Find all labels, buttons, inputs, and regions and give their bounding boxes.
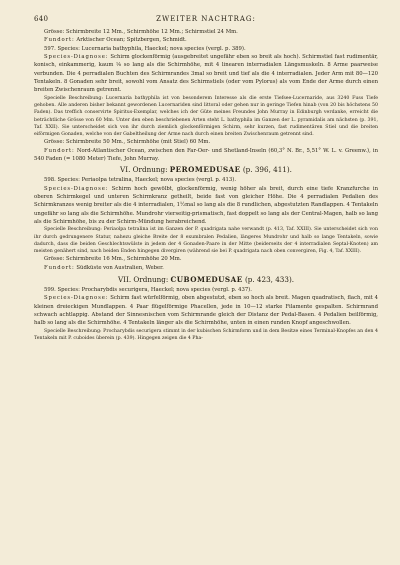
paragraph [34,147,378,164]
paragraph-lead: Species-Diagnose: [44,185,109,192]
paragraph-text: 598. Species: Periaolpa tetralina, Haeckel; nova species (vergl. p. 413). [44,177,237,184]
paragraph-text: Grösse: Schirmbreite 16 Mm., Schirmhöhe 20 Mm. [44,256,182,263]
paragraph-text: Schirm hoch gewölbt, glockenförmig, wenig höher als breit, durch eine tiefe Kranzfurche in oberen Schirmkegel und unteren Schirmkranz getheilt, beide fast von gleicher Höhe. Die 4 perradialen Pedalien des Schirmkranzes wenig breiter als die 4 interradialen, 1½mal so lang als die 8 rundlichen, abgestutzten Randlappen. 4 Tentakeln ungefähr so lang als die Schirmhöhe. Mundrohr vierseitig-prismatisch, fast doppelt so lang als der Central-Magen, halb so lang als die Schirmhöhe, bis zu der Schirm-Mündung herabreichend. [34,185,378,225]
order-pages: (p. 396, 411). [240,165,292,175]
paragraph-text: Grösse: Schirmbreite 50 Mm., Schirmhöhe (mit Stiel) 60 Mm. [44,139,211,146]
paragraph-text: Grösse: Schirmbreite 12 Mm., Schirmhöhe 12 Mm.; Schirmstiel 24 Mm. [44,29,238,35]
page-header [34,15,378,24]
paragraph [34,255,378,263]
order-title: CUBOMEDUSAE [170,275,243,285]
order-title: PEROMEDUSAE [169,165,241,175]
order-pages: (p. 423, 433). [242,275,295,285]
order-number: VII. Ordnung: [117,275,171,285]
paragraph-text: Schirm fast würfelförmig, oben abgestutzt, eben so hoch als breit. Magen quadratisch, flach, mit 4 kleinen dreieckigen Mundlappen. 4 Paar flügelförmige Phacellen, jede in 10—12 starke Filamente gespalten. Schirmrand schwach achtlappig. Abstand der Sinnesnischen vom Schirmrande gleich der Distanz der Pedal-Basen. 4 Pedalien beilförmig, halb so lang als die Schirmhöhe. 4 Tentakeln länger als die Schirmhöhe, unten in einen runden Knopf angeschwollen. [34,295,378,327]
order-heading [34,275,378,285]
paragraph-text: Südküste von Australien, Weber. [74,264,164,271]
paragraph-lead: Fundort: [44,147,75,154]
page-number: 640 [34,15,49,23]
document-body [34,28,378,342]
paragraph [34,28,378,36]
paragraph [34,36,378,44]
small-print-paragraph [34,226,378,255]
paragraph [34,176,378,184]
paragraph [34,294,378,327]
paragraph-lead: Species-Diagnose: [44,295,109,302]
running-title: ZWEITER NACHTRAG: [156,15,256,23]
paragraph-text: Arktischer Ocean; Spitzbergen, Schmidt. [74,37,187,44]
paragraph-text: Specielle Beschreibung: Lucernaria bathyphila ist von besonderem Interesse als die erste Tiefsee-Lucernaride, aus 3240 Fuss Tiefe gehoben. Alle anderen bisher bekannt gewordenen Lucernariden sind littoral oder gehen nur in geringe Tiefen hinab (von 20 bis höchstens 50 Faden). Das treffich conservirte Spiritus-Exemplar, welches ich der Güte meines Freundes John Murray in Edinburgh verdanke, erreicht die beträchtliche Grösse von 60 Mm. Unter den eben beschriebenen Arten steht L. bathyphila im Ganzen der L. pyramidalis am nächsten (p. 391, Taf. XXII). Sie unterscheidet sich von ihr durch ziemlich glockenförmigen Schirm, sehr kurzen, fast rudimentären Stiel und die breiten eiförmigen Gonaden, welche von der Gabeltheilung der Arme nach durch einen breiten Zwischenraum getrennt sind. [34,95,378,137]
paragraph [34,138,378,146]
paragraph [34,185,378,227]
paragraph [34,53,378,95]
order-heading [34,165,378,175]
paragraph-text: 597. Species: Lucernaria bathyphila, Haeckel; nova species (vergl. p. 389). [44,45,246,52]
paragraph-lead: Fundort: [44,264,75,271]
small-print-paragraph [34,328,378,343]
paragraph [34,286,378,294]
paragraph-lead: Species-Diagnose: [44,54,109,61]
paragraph-text: Specielle Beschreibung: Periaolpa tetralina ist im Ganzen der P. quadrigata nahe verwandt (p. 413, Taf. XXIII). Sie unterscheidet sich von ihr durch gedrungenere Statur, nahezu gleiche Breite der 8 exumbralen Pedalien, längeres Mundrohr und halb so lange Tentakeln, sowie dadurch, dass die beiden Geschlechtswülste in jedem der 4 Gonaden-Paare in der Mitte (beiderseits der 4 interradialen Septal-Knoten) am meisten genähert sind, nach beiden Enden hingegen divergiren (während sie bei P. quadrigata nach oben convergiren, Fig. 4, Taf. XXIII). [34,227,378,255]
small-print-paragraph [34,95,378,139]
paragraph-text: Schirm glockenförmig (ausgebreitet ungefähr eben so breit als hoch). Schirmstiel fast rudimentär, konisch, einkammerig, kaum ⅛ so lang als die Schirmhöhe, mit 4 linearen interradialen Längsmuskeln. 8 Arme paarweise verbunden. Die 4 perradialen Buchten des Schirmrandes 3mal so breit und tief als die 4 interradialen. Jeder Arm mit 80—120 Tentakeln. 8 Gonaden sehr breit, sowohl vom Ansatz des Schirmstiels (oder vom Pylorus) als vom Ende der Arme durch einen breiten Zwischenraum getrennt. [34,54,378,94]
paragraph [34,264,378,272]
order-number: VI. Ordnung: [120,165,170,175]
paragraph-lead: Fundort: [44,37,75,44]
paragraph-text: Specielle Beschreibung: Procharybdis securigera stimmt in der kubischen Schirmform und in dem Besitze eines Terminal-Knopfes an den 4 Tentakeln mit P. cuboides überein (p. 439). Hingegen zeigen die 4 Pha- [34,328,378,341]
paragraph [34,45,378,53]
paragraph-text: 599. Species: Procharybdis securigera, Haeckel; nova species (vergl. p. 437). [44,287,252,294]
paragraph-text: Nord-Atlantischer Ocean, zwischen den Far-Oer- und Shetland-Inseln (60,3° N. Br., 5,51° W. L. v. Greenw.), in 540 Faden (= 1080 Meter) Tiefe, John Murray. [34,147,378,162]
